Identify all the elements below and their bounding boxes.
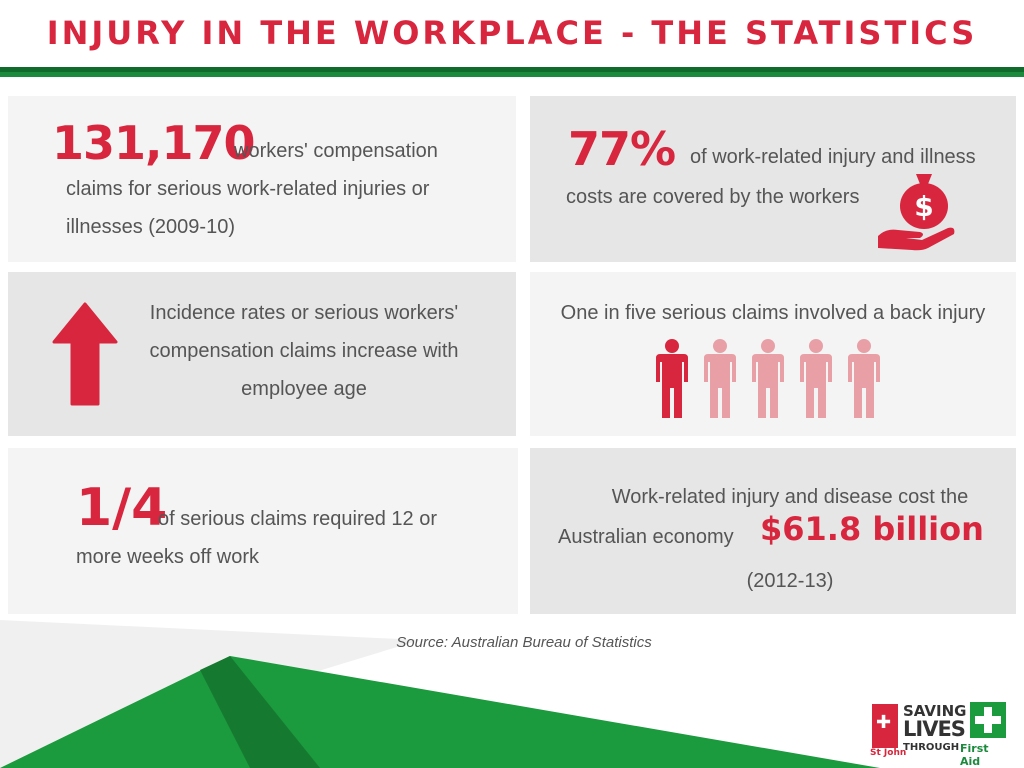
- costs-text-b: costs are covered by the workers: [566, 186, 860, 208]
- economy-value: $61.8 billion: [760, 510, 984, 548]
- first-aid-cross-icon: [970, 702, 1006, 738]
- age-text: Incidence rates or serious workers' compensation claims increase with employee age: [149, 302, 459, 400]
- weeks-text-b: more weeks off work: [76, 546, 260, 568]
- weeks-value: 1/4: [76, 478, 168, 538]
- logo-line4: First Aid: [960, 742, 989, 768]
- people-icons: [654, 338, 890, 420]
- stat-panel-weeks: [8, 448, 518, 614]
- back-injury-text: One in five serious claims involved a back injury: [560, 302, 986, 324]
- person-icon: [704, 339, 736, 418]
- person-icon: [848, 339, 880, 418]
- person-icon: [752, 339, 784, 418]
- up-arrow-icon: [52, 302, 118, 406]
- person-icon: [656, 339, 688, 418]
- claims-value: 131,170: [52, 116, 255, 170]
- st-john-logo: [870, 702, 1010, 768]
- stat-panel-claims: [8, 96, 516, 262]
- claims-text-b: claims for serious work-related injuries or illnesses (2009-10): [66, 178, 430, 238]
- stat-panel-age: [8, 272, 516, 436]
- stat-panel-back-injury: [530, 272, 1016, 436]
- logo-line2: LIVES: [903, 717, 965, 741]
- source-note: Source: Australian Bureau of Statistics: [396, 634, 652, 651]
- page-title: INJURY IN THE WORKPLACE - THE STATISTICS: [46, 14, 978, 52]
- person-icon: [800, 339, 832, 418]
- claims-text-a: workers' compensation: [234, 140, 438, 162]
- svg-text:$: $: [914, 190, 934, 223]
- costs-value: 77%: [568, 122, 676, 176]
- logo-org: St John: [870, 748, 907, 758]
- costs-text-a: of work-related injury and illness: [690, 146, 976, 168]
- logo-line3: THROUGH: [903, 742, 960, 753]
- economy-text-c: (2012-13): [746, 570, 834, 592]
- money-bag-hand-icon: [876, 170, 966, 252]
- stat-panel-economy: [530, 448, 1016, 614]
- weeks-text-a: of serious claims required 12 or: [158, 508, 438, 530]
- economy-text-b: Australian economy: [558, 526, 734, 548]
- title-divider: [0, 67, 1024, 77]
- stat-panel-costs: [530, 96, 1016, 262]
- st-john-shield-icon: [872, 704, 898, 748]
- logo-line1: SAVING: [903, 702, 967, 720]
- economy-text-a: Work-related injury and disease cost the: [611, 486, 969, 508]
